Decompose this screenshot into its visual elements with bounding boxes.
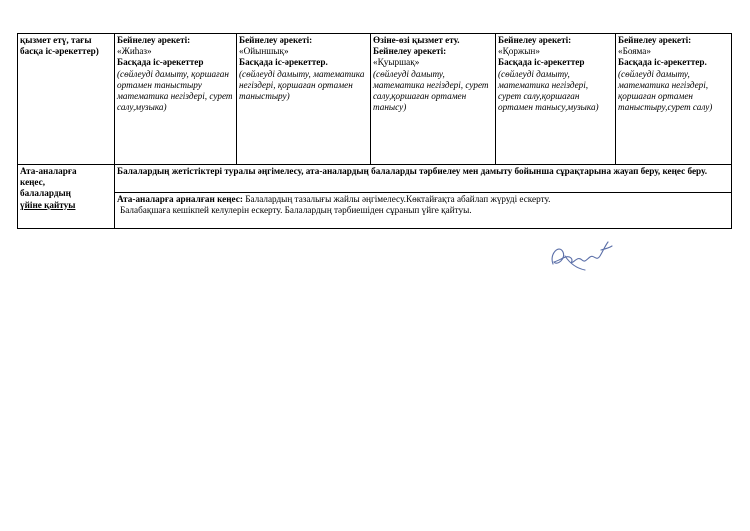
activity-line: Басқада іс-әрекеттер. (239, 57, 328, 68)
activity-line: Бейнелеу әрекеті: (498, 35, 572, 45)
row-header-activities: қызмет етү, тағы басқа іс-әрекеттер) (18, 34, 115, 165)
activity-line: «Қоржын» (498, 46, 540, 57)
advice-row (18, 193, 732, 229)
signature-image (545, 232, 615, 276)
advice-text-2: Балабақшаға кешікпей келулерін ескерту. Балалардың тәрбиешіден сұранып үйге қайтуы. (120, 205, 472, 216)
activity-line: Басқада іс-әрекеттер. (618, 57, 707, 68)
activity-line: Басқада іс-әрекеттер (117, 57, 204, 68)
advice-text: Балалардың тазалығы жайлы әңгімелесу.Көктайғақта абайлап жүруді ескерту. (245, 194, 551, 204)
activity-line: Бейнелеу әрекеті: (373, 46, 447, 57)
activity-cell-bag (496, 34, 616, 165)
advice-label: Ата-аналарға арналған кеңес: (117, 194, 243, 204)
row-header-parents: Ата-аналарға кеңес, балалардың үйіне қайтуы (18, 165, 115, 229)
activity-line: «Бояма» (618, 46, 651, 57)
activity-line: Бейнелеу әрекеті: (239, 35, 313, 45)
activity-cell-coloring (616, 34, 732, 165)
activity-line: (сөйлеуді дамыту, математика негіздері, қоршаған ортамен таныстыру,сурет салу) (618, 68, 713, 113)
activities-row (18, 34, 732, 165)
activity-line: «Ойыншық» (239, 46, 289, 57)
activity-line: «Жиһаз» (117, 46, 152, 57)
activity-line: (сөйлеуді дамыту, математика негіздері, қоршаған ортамен таныстыру) (239, 68, 365, 102)
activity-line: Өзіне-өзі қызмет ету. (373, 35, 460, 45)
activity-line: «Қуыршақ» (373, 57, 420, 68)
activity-line: Бейнелеу әрекеті: (618, 35, 692, 45)
activity-line: (сөйлеуді дамыту, математика негіздері, сурет салу,қоршаған ортамен танысу) (373, 68, 489, 113)
activity-cell-doll (371, 34, 496, 165)
activity-cell-toy (237, 34, 371, 165)
activity-line: (сөйлеуді дамыту, қоршаған ортамен таныстыру математика негіздері, сурет салу,музыка) (117, 68, 233, 113)
activity-cell-furniture (115, 34, 237, 165)
consult-row (18, 165, 732, 193)
activity-line: (сөйлеуді дамыту, математика негіздері, сурет салу,қоршаған ортамен танысу,музыка) (498, 68, 599, 113)
signature-stroke (552, 242, 612, 270)
activity-line: Бейнелеу әрекеті: (117, 35, 191, 45)
advice-cell (115, 193, 732, 229)
activity-line: Басқада іс-әрекеттер (498, 57, 585, 68)
consult-text: Балалардың жетістіктері туралы әңгімелесу, ата-аналардың балаларды тәрбиелеу мен дамыту бойынша сұрақтарына жауап беру, кеңес беру. (115, 165, 732, 193)
activity-plan-table (17, 33, 732, 229)
